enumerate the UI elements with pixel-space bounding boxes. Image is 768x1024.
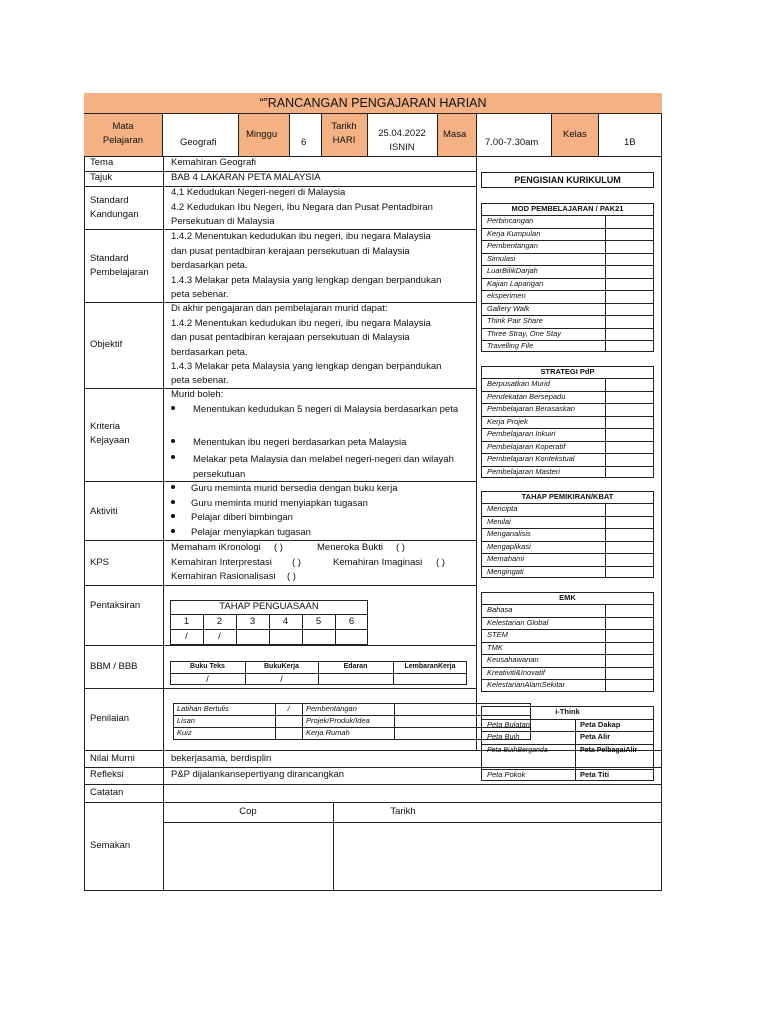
mod-item: Travelling File	[487, 340, 534, 350]
penilaian-cell: Projek/Produk/Idea	[306, 716, 370, 725]
objektif-line: peta sebenar.	[171, 375, 229, 386]
masa-value: 7.00-7.30am	[485, 137, 539, 148]
mod-item: Simulasi	[487, 253, 516, 263]
kriteria-bullet: Melakar peta Malaysia dan melabel negeri-negeri dan wilayah persekutuan	[171, 452, 471, 467]
mod-item: Three Stray, One Stay	[487, 328, 562, 338]
aktiviti-bullet: Guru meminta murid menyiapkan tugasan	[171, 497, 368, 512]
kriteria-bullet: Menentukan ibu negeri berdasarkan peta Malaysia	[171, 436, 471, 451]
aktiviti-label: Aktiviti	[90, 506, 118, 517]
kps-paren: ( )	[436, 556, 445, 568]
strategi-item: Kerja Projek	[487, 416, 528, 426]
document-title: “”RANCANGAN PENGAJARAN HARIAN	[84, 93, 662, 114]
bbm-label: BBM / BBB	[90, 661, 138, 672]
strategi-item: Pendekatan Bersepadu	[487, 391, 566, 401]
tahap-item: Mengaplikasi	[487, 541, 531, 551]
mod-divider	[605, 215, 606, 352]
sk-line: 4.1 Kedudukan Negeri-negeri di Malaysia	[171, 187, 346, 198]
penilaian-cell: Kerja Rumah	[306, 728, 350, 737]
objektif-label: Objektif	[90, 339, 123, 350]
strategi-item: Pembelajaran Kontekstual	[487, 454, 575, 464]
pentaksiran-label: Pentaksiran	[90, 600, 141, 611]
kps-item: Kemahiran Rasionalisasi	[171, 571, 276, 582]
aktiviti-bullet: Guru meminta murid bersedia dengan buku kerja	[171, 482, 397, 497]
ithink-map: Peta Titi	[580, 769, 610, 779]
kriteria-bullet: Menentukan kedudukan 5 negeri di Malaysia berdasarkan peta	[171, 403, 471, 418]
tahap-item: Menilai	[487, 516, 511, 526]
tahap-penguasaan-title: TAHAP PENGUASAAN	[219, 601, 319, 612]
tahap-title: TAHAP PEMIKIRAN/KBAT	[521, 492, 614, 501]
cop-header: Cop	[239, 806, 257, 817]
aktiviti-bullet: Pelajar diberi bimbingan	[171, 511, 293, 526]
tema-value: Kemahiran Geografi	[171, 157, 257, 168]
strategi-item: Pembelajaran Inkuiri	[487, 429, 556, 439]
strategi-item: Pembelajaran Masteri	[487, 466, 560, 476]
standard-kandungan-label: Standard Kandungan	[90, 195, 139, 220]
mata-pelajaran-value: Geografi	[180, 137, 217, 148]
masa-label: Masa	[443, 129, 467, 140]
ithink-map: Peta Bulatan	[487, 719, 530, 729]
nilai-murni-label: Nilai Murni	[90, 753, 135, 764]
sp-line: berdasarkan peta.	[171, 260, 248, 271]
mata-pelajaran-label: Mata Pelajaran	[102, 121, 144, 146]
objektif-line: 1.4.2 Menentukan kedudukan ibu negeri, ibu negara Malaysia	[171, 317, 431, 329]
sk-line: Persekutuan di Malaysia	[171, 216, 275, 227]
tahap-item: Mengingati	[487, 566, 524, 576]
strategi-item: Berpusatkan Murid	[487, 379, 550, 389]
minggu-label: Minggu	[246, 129, 278, 140]
emk-title: EMK	[559, 593, 576, 602]
emk-item: KelestarianAlamSekitar	[487, 680, 565, 690]
mod-item: Kajian Lapangan	[487, 278, 544, 288]
semakan-label: Semakan	[90, 840, 131, 851]
penilaian-cell: Latihan Bertulis	[177, 704, 229, 713]
kriteria-kejayaan-label: Kriteria Kejayaan	[90, 421, 130, 446]
bbm-header: BukuKerja	[263, 663, 299, 670]
mod-title: MOD PEMBELAJARAN / PAK21	[511, 204, 624, 213]
sp-line: peta sebenar.	[171, 289, 229, 300]
emk-divider	[605, 604, 606, 691]
refleksi-value: P&P dijalankansepertiyang dirancangkan	[171, 769, 345, 780]
tp-level: 6	[348, 616, 355, 627]
tp-level: 5	[315, 616, 322, 627]
kelas-label: Kelas	[563, 129, 587, 140]
tp-level: 3	[249, 616, 256, 627]
kps-paren: ( )	[287, 571, 296, 582]
objektif-line: Di akhir pengajaran dan pembelajaran murid dapat:	[171, 303, 388, 314]
kps-item: Kemahiran Imaginasi	[333, 556, 423, 568]
standard-pembelajaran-label: Standard Pembelajaran	[90, 253, 149, 278]
emk-item: Kreativiti&Inovatif	[487, 667, 545, 677]
kps-paren: ( )	[396, 542, 405, 553]
pengisian-kurikulum-title: PENGISIAN KURIKULUM	[514, 175, 621, 185]
tp-mark: /	[185, 631, 188, 642]
bbm-mark: /	[206, 674, 209, 684]
penilaian-cell: /	[287, 704, 290, 713]
mod-item: Kerja Kumpulan	[487, 228, 541, 238]
ithink-title: i-Think	[555, 707, 580, 716]
ithink-map: Peta BuihBerganda	[487, 746, 548, 754]
objektif-line: 1.4.3 Melakar peta Malaysia yang lengkap dengan berpandukan	[171, 361, 442, 372]
tajuk-label: Tajuk	[90, 172, 113, 183]
refleksi-label: Refleksi	[90, 769, 124, 780]
tema-label: Tema	[90, 157, 114, 168]
ithink-map: Peta PelbagaiAlir	[580, 746, 638, 754]
tajuk-value: BAB 4 LAKARAN PETA MALAYSIA	[171, 172, 321, 183]
penilaian-label: Penilaian	[90, 713, 130, 724]
strategi-divider	[605, 378, 606, 478]
kps-item: Meneroka Bukti	[317, 542, 384, 553]
mod-item: LuarBilikDarjah	[487, 266, 538, 276]
tarikh-label: Tarikh HARI	[331, 121, 357, 146]
aktiviti-bullet: Pelajar menyiapkan tugasan	[171, 526, 311, 541]
sp-line: 1.4.3 Melakar peta Malaysia yang lengkap dengan berpandukan	[171, 274, 442, 286]
mod-item: Pembentangan	[487, 241, 538, 251]
tp-mark: /	[218, 631, 221, 642]
emk-item: STEM	[487, 630, 508, 640]
kps-item: Kemahiran Interprestasi	[171, 556, 272, 568]
ithink-map: Peta Dakap	[580, 719, 621, 729]
penilaian-cell: Kuiz	[177, 728, 192, 737]
bbm-header: Buku Teks	[190, 663, 225, 670]
emk-item: Bahasa	[487, 605, 513, 615]
penilaian-cell: Pembentangan	[306, 704, 357, 713]
tp-level: 2	[216, 616, 223, 627]
ithink-map: Peta Buih	[487, 732, 520, 741]
kps-item: Memaham iKronologi	[171, 542, 261, 553]
sp-line: dan pusat pentadbiran kerajaan persekutuan di Malaysia	[171, 245, 410, 257]
kps-label: KPS	[90, 557, 110, 568]
catatan-label: Catatan	[90, 787, 124, 798]
tahap-divider	[605, 503, 606, 578]
bbm-mark: /	[280, 674, 283, 684]
tahap-item: Menganalisis	[487, 529, 531, 539]
tp-level: 1	[183, 616, 190, 627]
ithink-divider	[575, 719, 576, 782]
bbm-header: Edaran	[343, 663, 368, 670]
kelas-value: 1B	[624, 137, 636, 148]
minggu-value: 6	[301, 137, 307, 148]
mod-item: eksperimen	[487, 291, 526, 301]
emk-item: Keusahawanan	[487, 655, 539, 665]
tarikh-value: 25.04.2022 ISNIN	[378, 128, 426, 153]
tahap-item: Memahami	[487, 554, 525, 564]
mod-item: Gallery Walk	[487, 303, 530, 313]
mod-item: Perbincangan	[487, 216, 534, 226]
tahap-item: Mencipta	[487, 504, 518, 514]
strategi-item: Pembelajaran Koperatif	[487, 441, 566, 451]
emk-item: Kelestarian Global	[487, 617, 549, 627]
sk-line: 4.2 Kedudukan Ibu Negeri, Ibu Negara dan Pusat Pentadbiran	[171, 201, 433, 213]
kps-paren: ( )	[274, 542, 283, 553]
sp-line: 1.4.2 Menentukan kedudukan ibu negeri, ibu negara Malaysia	[171, 231, 431, 242]
bbm-header: LembaranKerja	[404, 663, 456, 670]
kps-paren: ( )	[292, 556, 301, 568]
objektif-line: dan pusat pentadbiran kerajaan persekutuan di Malaysia	[171, 332, 410, 343]
ithink-map: Peta Alir	[580, 732, 611, 741]
ithink-map: Peta Pokok	[487, 769, 526, 779]
emk-rule	[481, 642, 654, 643]
emk-item: TMK	[487, 642, 503, 652]
strategi-item: Pembelajaran Berasaskan	[487, 404, 575, 414]
tp-level: 4	[282, 616, 289, 627]
penilaian-cell: Lisan	[177, 716, 195, 725]
kriteria-intro: Murid boleh:	[171, 389, 224, 400]
objektif-line: berdasarkan peta.	[171, 346, 248, 358]
nilai-murni-value: bekerjasama, berdisplin	[171, 753, 272, 764]
tarikh-header: Tarikh	[390, 806, 416, 817]
strategi-title: STRATEGI PdP	[540, 367, 595, 376]
mod-item: Think Pair Share	[487, 316, 543, 326]
